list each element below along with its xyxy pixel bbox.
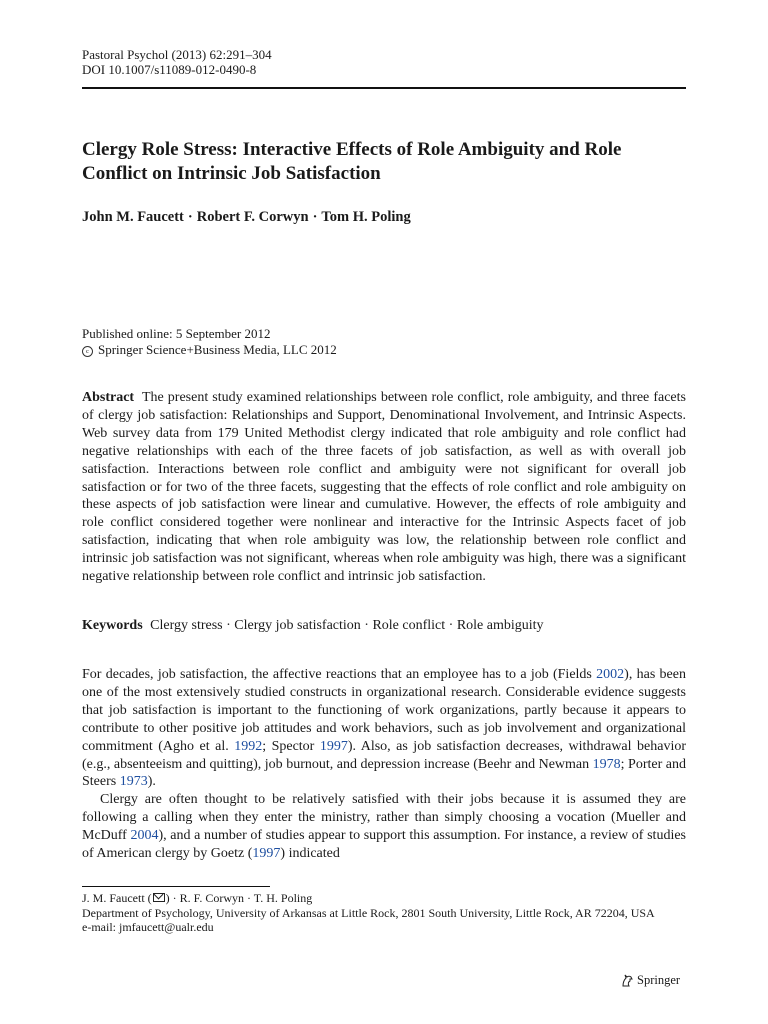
intro-paragraph-1 (82, 666, 686, 791)
header-rule (82, 87, 686, 89)
published-date: Published online: 5 September 2012 (82, 326, 271, 341)
body-text: ), and a number of studies appear to support this assumption. For instance, a review of studies of American clergy by Goetz ( (82, 827, 686, 861)
citation-link[interactable]: 2002 (596, 667, 625, 682)
citation-link[interactable]: 1997 (319, 738, 348, 754)
body-text: ), has been one of the most extensively studied constructs in organizational research. Considerable evidence suggests that job satisfaction is important to the functioning of work organizations, partly because it appears to contribute to other positive job attitudes and work behaviors, such as job involvement and organizational commitment (Agho et al. (82, 667, 686, 754)
author-name: Tom H. Poling (321, 209, 411, 225)
abstract-text: The present study examined relationships between role conflict, role ambiguity, and three facets of clergy job satisfaction: Relationships and Support, Denominational Involvement, and Intrinsic Aspects. Web survey data from 179 United Methodist clergy indicated that role ambiguity and role conflict had negative relationships with each of the three facets of job satisfaction, as well as with overall job satisfaction. Interactions between role conflict and ambiguity were not significant for overall job satisfaction or for two of the three facets, suggesting that the effects of role conflict and role ambiguity on these aspects of job satisfaction were linear and cumulative. However, the effects of role ambiguity and role conflict considered together were nonlinear and interactive for the Intrinsic Aspects facet of job satisfaction, indicating that when role ambiguity was low, the relationship between role conflict and intrinsic job satisfaction was not significant, whereas when role ambiguity was high, there was a significant negative relationship between role conflict and intrinsic job satisfaction. (82, 390, 686, 585)
body-text: ). Also, as job satisfaction decreases, withdrawal behavior (e.g., absenteeism and quitting), job burnout, and depression increase (Beehr and Newman (82, 738, 686, 772)
body-text: ) indicated (280, 845, 340, 861)
body-text: For decades, job satisfaction, the affective reactions that an employee has to a job (Fields (82, 667, 597, 682)
copyright-icon: c (82, 346, 93, 357)
footnote-authors-rest: ) · R. F. Corwyn · T. H. Poling (165, 891, 313, 905)
body-text: ; Porter and Steers (82, 756, 686, 790)
journal-doi: DOI 10.1007/s11089-012-0490-8 (82, 62, 257, 77)
body-text: Clergy are often thought to be relatively satisfied with their jobs because it is assumed they are following a calling when they enter the ministry, rather than simply choosing a vocation (Mueller and McDuff (82, 792, 686, 843)
journal-header (82, 47, 272, 77)
citation-link[interactable]: 2004 (130, 827, 159, 843)
author-separator: · (312, 209, 318, 225)
abstract-label: Abstract (82, 390, 135, 405)
author-footnote (82, 891, 682, 935)
springer-horse-icon (620, 973, 634, 988)
author-name: Robert F. Corwyn (196, 209, 309, 225)
author-list (82, 209, 686, 226)
journal-citation: Pastoral Psychol (2013) 62:291–304 (82, 47, 272, 62)
footnote-rule (82, 886, 270, 887)
footnote-authors: J. M. Faucett ( (82, 891, 152, 905)
citation-link[interactable]: 1978 (592, 756, 621, 772)
footnote-email[interactable]: e-mail: jmfaucett@ualr.edu (82, 920, 214, 934)
author-name: John M. Faucett (82, 209, 184, 225)
footnote-affiliation: Department of Psychology, University of Arkansas at Little Rock, 2801 South University, Little Rock, AR 72204, USA (82, 905, 655, 920)
publication-info (82, 326, 337, 357)
citation-link[interactable]: 1973 (119, 774, 148, 790)
abstract (82, 389, 686, 586)
citation-link[interactable]: 1992 (234, 738, 263, 754)
publisher-logo (620, 973, 680, 988)
author-separator: · (187, 209, 193, 225)
publisher-name: Springer (637, 973, 681, 987)
body-text: ). (147, 774, 156, 790)
citation-link[interactable]: 1997 (252, 845, 281, 861)
envelope-icon (153, 893, 165, 902)
body-text: ; Spector (262, 738, 320, 754)
keywords-text: Clergy stress · Clergy job satisfaction · Role conflict · Role ambiguity (150, 618, 544, 633)
intro-paragraph-2 (82, 791, 686, 863)
article-title: Clergy Role Stress: Interactive Effects of Role Ambiguity and Role Conflict on Intrinsic Job Satisfaction (82, 139, 622, 184)
copyright-text: Springer Science+Business Media, LLC 2012 (98, 341, 337, 357)
keywords (82, 617, 686, 635)
keywords-label: Keywords (82, 618, 143, 633)
